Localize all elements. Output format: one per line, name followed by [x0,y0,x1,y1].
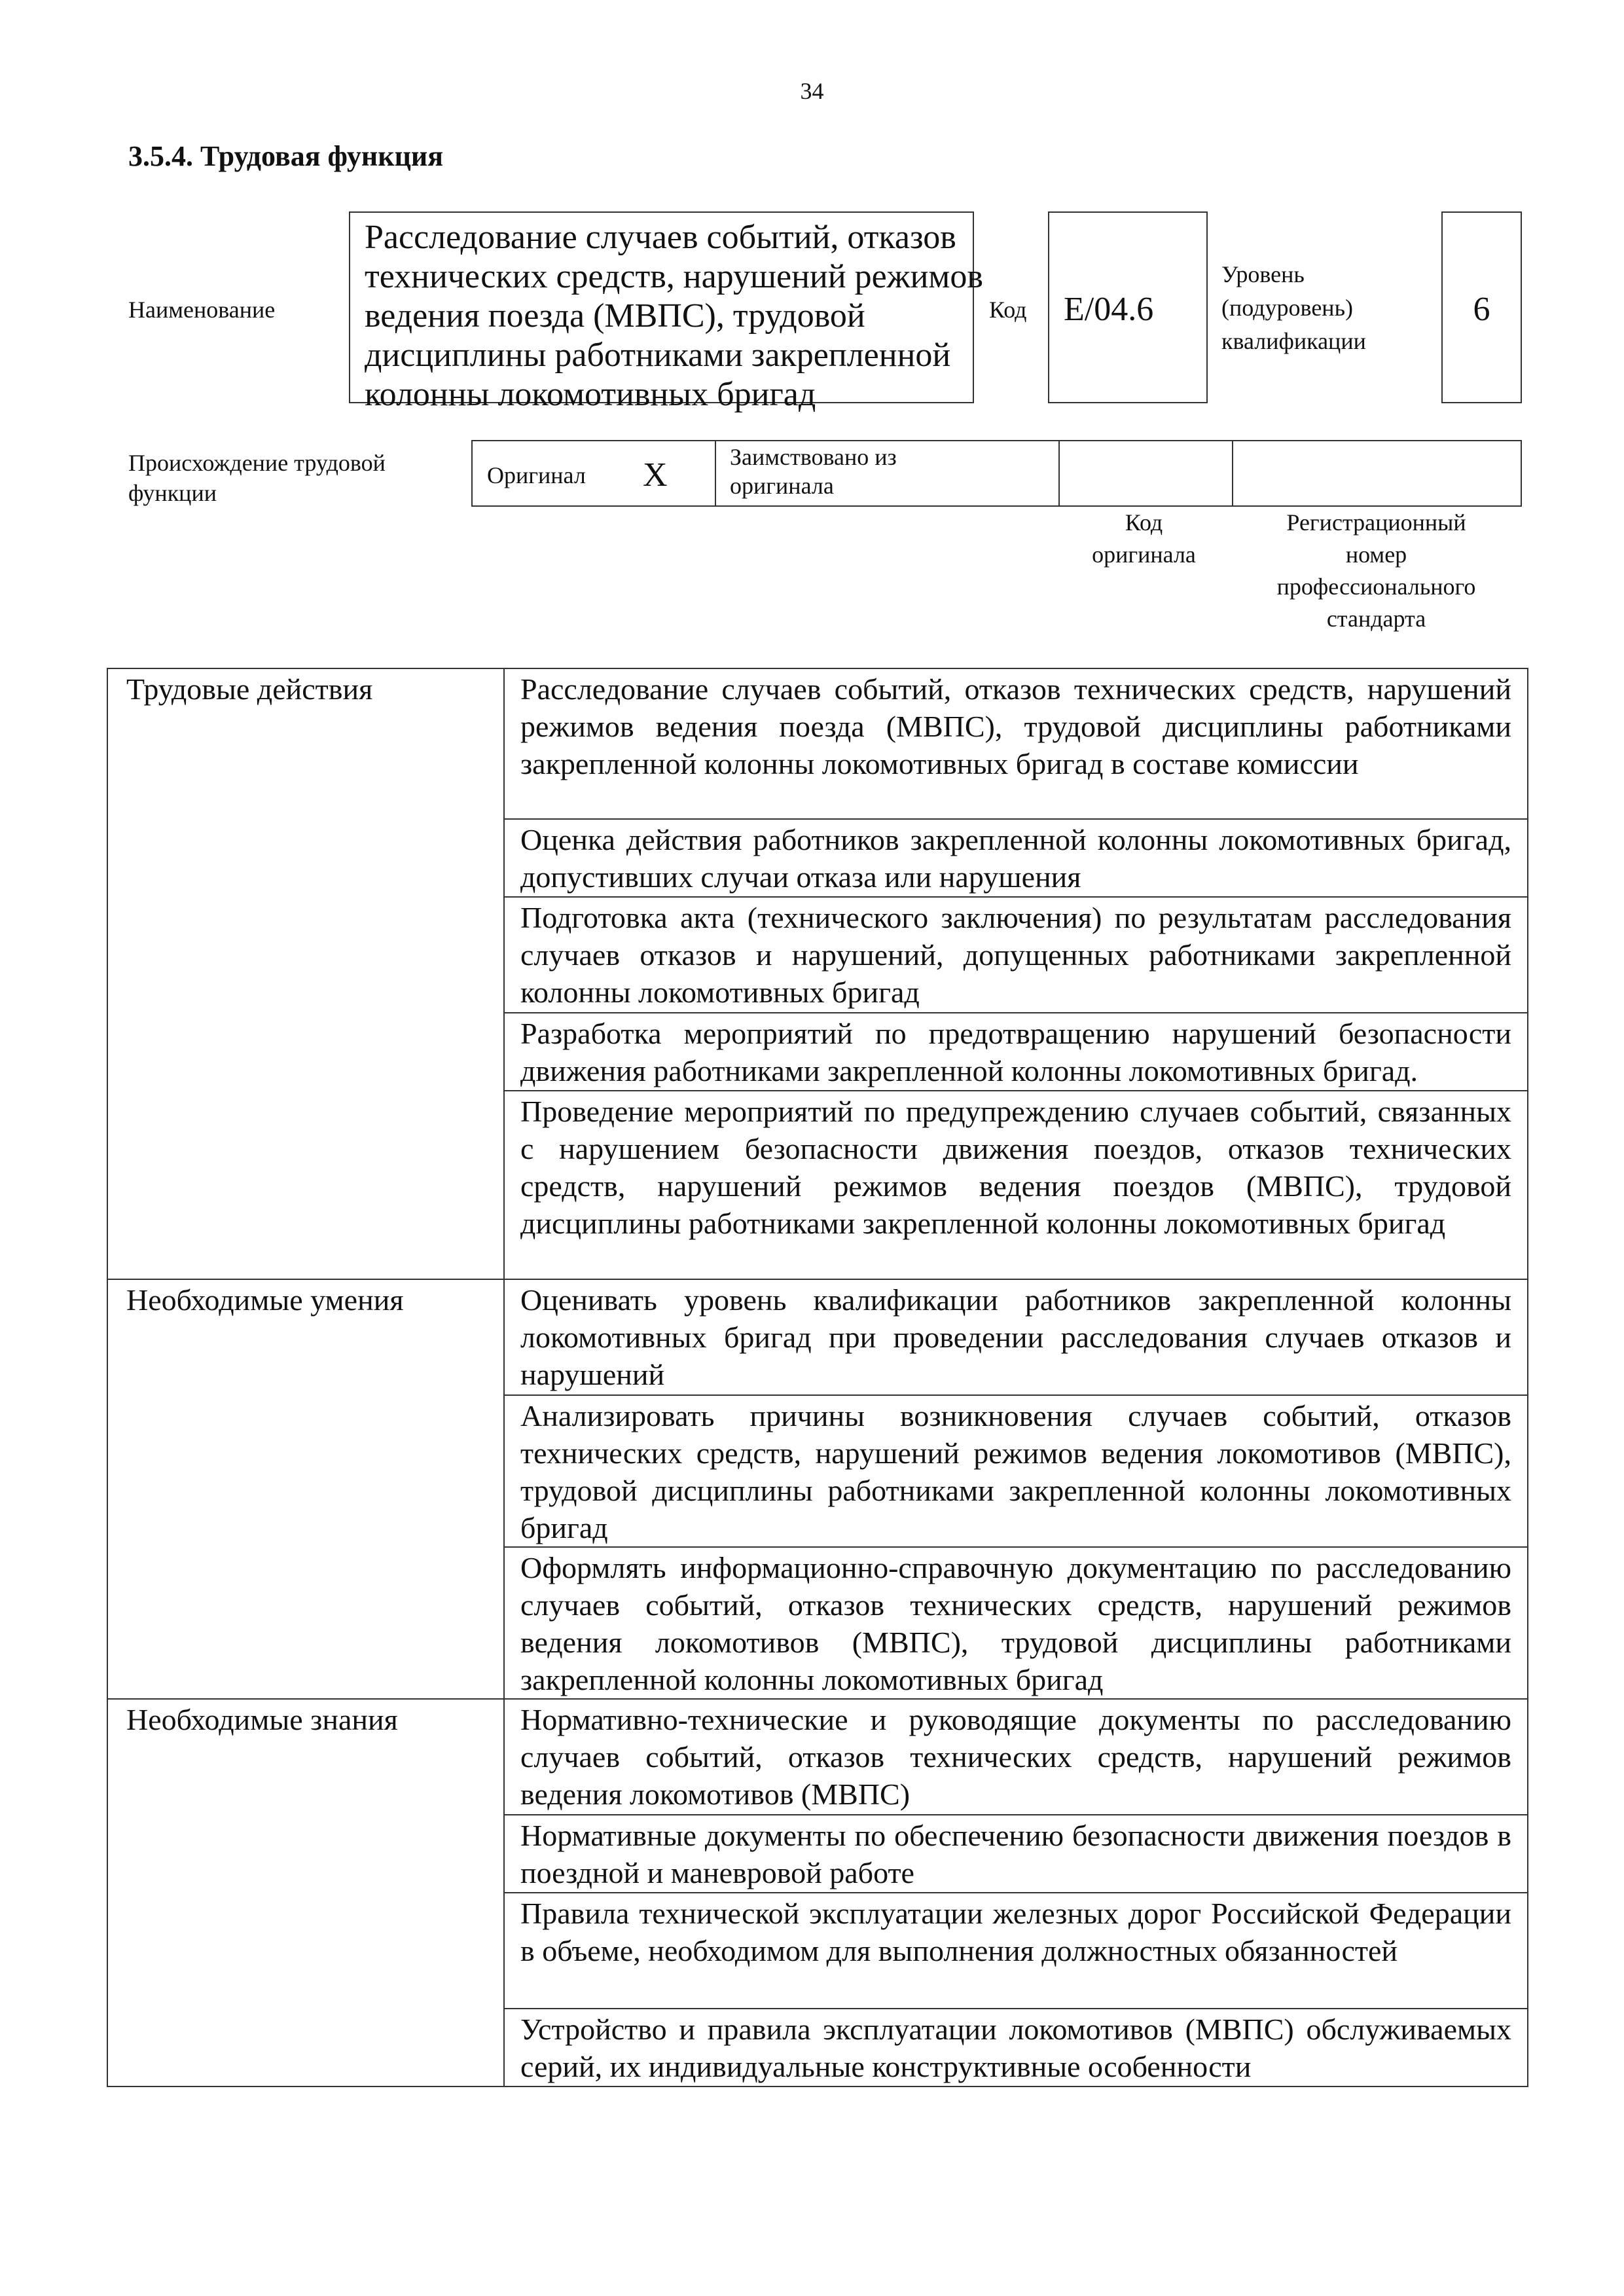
table-cell: Анализировать причины возникновения случаев событий, отказов технических средств, нарушений режимов ведения локомотивов (МВПС), трудовой дисциплины работниками закрепленной колонны локомотивных бригад [504,1395,1528,1547]
name-box [349,211,983,413]
level-label-line: квалификации [1221,328,1366,354]
page-number: 34 [800,78,824,104]
borrowed-label-line: Заимствовано из [730,444,897,470]
origin-divider [1058,441,1060,505]
code-caption [1057,507,1231,571]
level-label-line: Уровень [1221,261,1305,287]
function-name-line: технических средств, нарушений режимов [365,258,983,295]
section-title: 3.5.4. Трудовая функция [128,140,444,172]
code-value: E/04.6 [1064,291,1154,328]
function-name-line: дисциплины работниками закрепленной [365,337,951,374]
function-name-line: колонны локомотивных бригад [365,376,816,413]
level-value: 6 [1473,291,1490,328]
code-box [1048,211,1208,403]
table-row [107,668,1528,819]
table-cell: Подготовка акта (технического заключения) по результатам расследования случаев отказов и нарушений, допущенных работниками закрепленной колонны локомотивных бригад [504,897,1528,1013]
reg-caption-line: стандарта [1326,606,1426,632]
borrowed-label-line: оригинала [730,473,834,499]
origin-divider [1232,441,1233,505]
function-name-line: Расследование случаев событий, отказов [365,219,956,256]
reg-caption-line: Регистрационный [1286,509,1466,536]
function-name-line: ведения поезда (МВПС), трудовой [365,297,865,335]
level-label [1221,258,1366,358]
function-name [365,218,983,414]
name-label: Наименование [128,297,276,323]
reg-caption-line: профессионального [1276,574,1476,600]
reg-caption [1231,507,1522,635]
original-label: Оригинал [487,462,586,488]
table-cell: Оформлять информационно-справочную документацию по расследованию случаев событий, отказов технических средств, нарушений режимов ведения локомотивов (МВПС), трудовой дисциплины работниками закрепленной колонны локомотивных бригад [504,1547,1528,1699]
table-cell: Оценка действия работников закрепленной колонны локомотивных бригад, допустивших случаи отказа или нарушения [504,819,1528,897]
origin-box [471,440,1522,507]
original-mark: X [643,456,668,494]
table-cell: Проведение мероприятий по предупреждению случаев событий, связанных с нарушением безопасности движения поездов, отказов технических средств, нарушений режимов ведения поездов (МВПС), трудовой дисциплины работниками закрепленной колонны локомотивных бригад [504,1091,1528,1279]
table-cell: Расследование случаев событий, отказов технических средств, нарушений режимов ведения поезда (МВПС), трудовой дисциплины работниками закрепленной колонны локомотивных бригад в составе комиссии [504,668,1528,819]
section-title-required-skills: Необходимые умения [107,1279,504,1699]
origin-label-line: Происхождение трудовой [128,450,386,476]
table-cell: Нормативно-технические и руководящие документы по расследованию случаев событий, отказов технических средств, нарушений режимов ведения локомотивов (МВПС) [504,1699,1528,1815]
origin-label [128,448,386,508]
borrowed-label [730,443,897,500]
function-details-table [107,668,1528,2087]
code-caption-line: оригинала [1092,541,1196,568]
origin-divider [715,441,716,505]
table-row [107,1279,1528,1395]
table-row [107,1699,1528,1815]
code-label: Код [989,297,1027,323]
section-title-labor-actions: Трудовые действия [107,668,504,1279]
table-cell: Разработка мероприятий по предотвращению нарушений безопасности движения работниками закрепленной колонны локомотивных бригад. [504,1013,1528,1091]
level-label-line: (подуровень) [1221,295,1353,321]
level-box [1441,211,1522,403]
table-cell: Нормативные документы по обеспечению безопасности движения поездов в поездной и маневровой работе [504,1815,1528,1893]
table-cell: Правила технической эксплуатации железных дорог Российской Федерации в объеме, необходимом для выполнения должностных обязанностей [504,1893,1528,2009]
code-caption-line: Код [1125,509,1163,536]
table-cell: Устройство и правила эксплуатации локомотивов (МВПС) обслуживаемых серий, их индивидуальные конструктивные особенности [504,2009,1528,2086]
reg-caption-line: номер [1345,541,1407,568]
table-cell: Оценивать уровень квалификации работников закрепленной колонны локомотивных бригад при проведении расследования случаев отказов и нарушений [504,1279,1528,1395]
origin-label-line: функции [128,480,217,506]
section-title-required-knowledge: Необходимые знания [107,1699,504,2086]
